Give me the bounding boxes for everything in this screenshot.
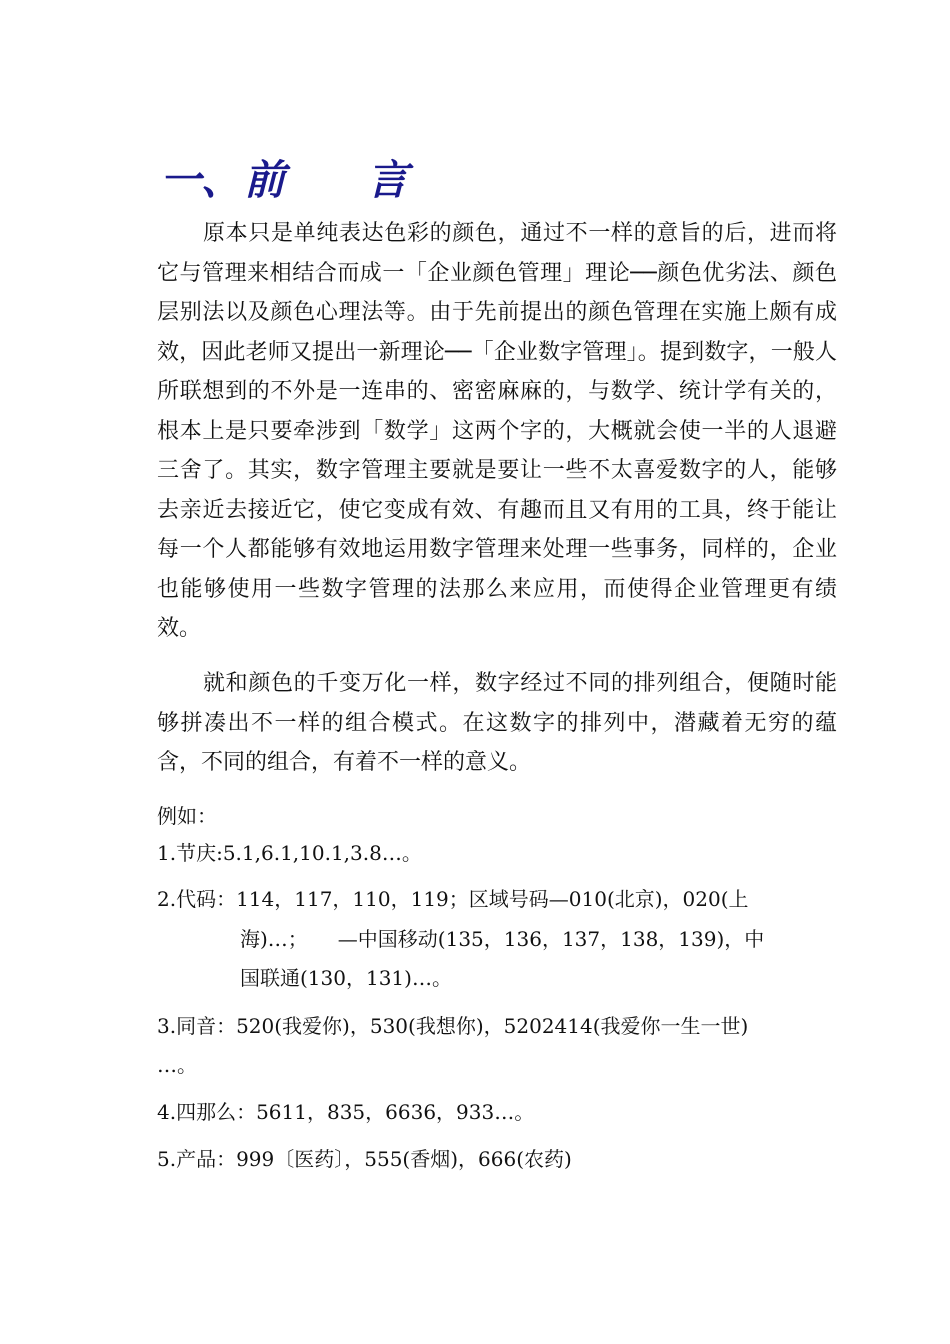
- heading-char-2: 言: [367, 156, 408, 204]
- list-item-codes-line-1: 2.代码：114，117，110，119；区域号码—010(北京)，020(上: [157, 887, 749, 911]
- intro-paragraph-2: 就和颜色的千变万化一样，数字经过不同的排列组合，便随时能够拼凑出不一样的组合模式。在这数字的排列中，潜藏着无穷的蕴含，不同的组合，有着不一样的意义。: [157, 671, 837, 775]
- list-item-homophone-line-1: 3.同音：520(我爱你)，530(我想你)，5202414(我爱你一生一世): [157, 1014, 749, 1038]
- list-item-products: 5.产品：999〔医药〕，555(香烟)，666(农药): [157, 1147, 572, 1171]
- section-heading: [160, 150, 408, 210]
- heading-char-1: 前: [244, 156, 285, 204]
- list-item-codes-line-2: 海)…； —中国移动(135，136，137，138，139)，中: [240, 927, 765, 951]
- list-item-festival-line: 1.节庆:5.1,6.1,10.1,3.8…。: [157, 841, 422, 865]
- list-item-four-digits: 4.四那么：5611，835，6636，933…。: [157, 1100, 535, 1124]
- intro-paragraph-1: 原本只是单纯表达色彩的颜色，通过不一样的意旨的后，进而将它与管理来相结合而成一「企业颜色管理」理论──颜色优劣法、颜色层别法以及颜色心理法等。由于先前提出的颜色管理在实施上颇有成效，因此老师又提出一新理论──「企业数字管理」。提到数字，一般人所联想到的不外是一连串的、密密麻麻的，与数学、统计学有关的，根本上是只要牵涉到「数学」这两个字的，大概就会使一半的人退避三舍了。其实，数字管理主要就是要让一些不太喜爱数字的人，能够去亲近去接近它，使它变成有效、有趣而且又有用的工具，终于能让每一个人都能够有效地运用数字管理来处理一些事务，同样的，企业也能够使用一些数字管理的法那么来应用，而使得企业管理更有绩效。: [157, 221, 837, 641]
- list-item-codes-line-3: 国联通(130，131)…。: [240, 966, 452, 990]
- list-item-homophone-line-2: …。: [157, 1053, 197, 1077]
- example-label: 例如：: [157, 804, 217, 828]
- heading-number: 一、: [160, 156, 242, 204]
